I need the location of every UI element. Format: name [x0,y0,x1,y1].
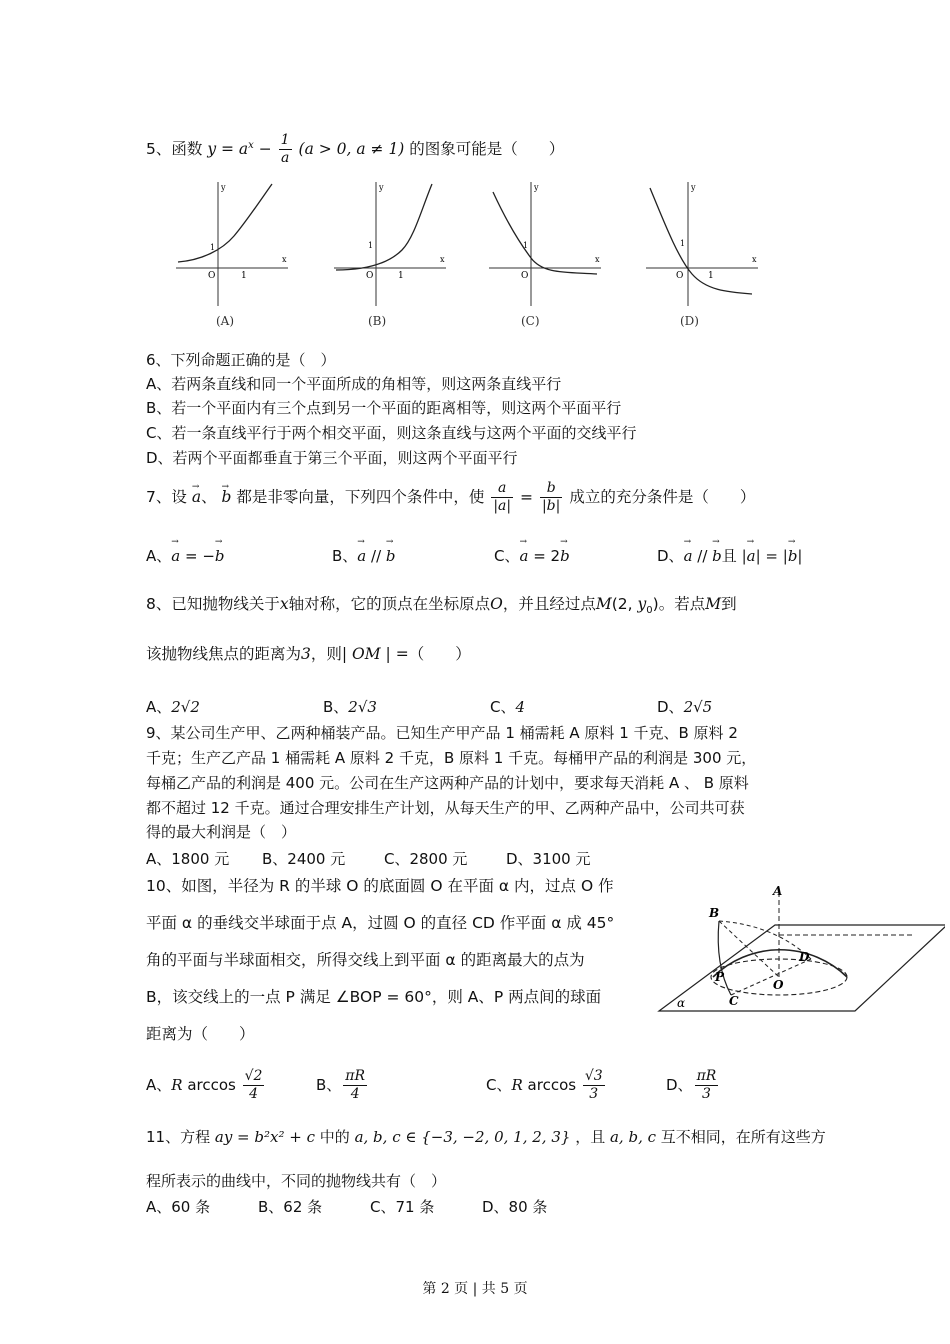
q11-stem-line1: 11、方程 ay = b²x² + c 中的 a, b, c ∈ {−3, −2, 0, 1, 2, 3} ，且 a, b, c 互不相同，在所有这些方 [146,1128,826,1146]
svg-text:O: O [521,271,529,281]
q6-option-d: D、若两个平面都垂直于第三个平面，则这两个平面平行 [146,449,518,467]
q5-fraction: $\frac{1}{a}$ [280,132,290,166]
svg-text:B: B [709,906,720,920]
q5-graph-d [642,178,762,308]
q11-option-a: A、60 条 [146,1198,211,1216]
svg-text:y: y [691,183,696,192]
svg-text:1: 1 [241,271,247,281]
svg-text:1: 1 [398,271,404,281]
q5-formula: $y = a^x$ − [207,139,272,158]
q5-graph-c [485,178,605,308]
q7-option-d: D、→ a // → b且 |→ a| = |→ b| [657,545,802,566]
q9-option-c: C、2800 元 [384,850,468,868]
q11-stem-line2: 程所表示的曲线中，不同的抛物线共有（ ） [146,1172,447,1190]
svg-text:1: 1 [210,243,216,252]
svg-text:1: 1 [680,239,686,248]
q10-line-3: 角的平面与半球面相交，所得交线上到平面 α 的距离最大的点为 [146,951,585,969]
q7-stem: 7、设 → a、 → b 都是非零向量，下列四个条件中，使 $\frac{a}{|a|}$ = $\frac{b}{|b|}$ 成立的充分条件是（ ） [146,480,755,515]
q9-option-b: B、2400 元 [262,850,346,868]
svg-text:O: O [773,978,784,992]
svg-text:y: y [221,183,226,192]
q9-line-5: 得的最大利润是（ ） [146,823,297,841]
q8-option-d: D、2√5 [657,698,713,716]
q5-stem: 5、函数 $y = a^x$ − $\frac{1}{a}$ (a > 0, a ≠ 1) 的图象可能是（ ） [146,132,565,166]
q10-option-c: C、R arccos $\frac{√3}{3}$ [486,1068,603,1102]
svg-text:O: O [208,271,216,281]
q10-option-a: A、R arccos $\frac{√2}{4}$ [146,1068,263,1102]
q5-graph-a [172,178,292,308]
page-footer: 第 2 页 | 共 5 页 [422,1281,528,1297]
svg-text:y: y [379,183,384,192]
svg-text:1: 1 [523,241,529,250]
q5-graph-label-b: (B) [368,314,387,328]
q10-line-5: 距离为（ ） [146,1025,255,1043]
svg-text:x: x [595,255,600,264]
svg-text:x: x [282,255,287,264]
svg-text:1: 1 [708,271,714,281]
q6-stem: 6、下列命题正确的是（ ） [146,351,336,369]
svg-text:P: P [715,970,725,984]
q6-option-c: C、若一条直线平行于两个相交平面，则这条直线与这两个平面的交线平行 [146,424,637,442]
q8-option-a: A、2√2 [146,698,200,716]
svg-text:O: O [676,271,684,281]
q9-line-1: 9、某公司生产甲、乙两种桶装产品。已知生产甲产品 1 桶需耗 A 原料 1 千克、B 原料 2 [146,724,738,742]
svg-text:O: O [366,271,374,281]
q5-graph-b [330,178,450,308]
q8-option-c: C、4 [490,698,526,716]
q11-option-c: C、71 条 [370,1198,435,1216]
svg-text:C: C [729,994,739,1008]
q10-line-2: 平面 α 的垂线交半球面于点 A，过圆 O 的直径 CD 作平面 α 成 45° [146,914,615,932]
q11-option-b: B、62 条 [258,1198,323,1216]
q6-option-b: B、若一个平面内有三个点到另一个平面的距离相等，则这两个平面平行 [146,399,622,417]
q7-option-b: B、→ a // → b [332,545,396,566]
svg-text:x: x [440,255,445,264]
svg-text:1: 1 [368,241,374,250]
q7-option-a: A、→ a = −→ b [146,545,225,566]
q5-graph-label-d: (D) [680,314,699,328]
q6-option-a: A、若两条直线和同一个平面所成的角相等，则这两条直线平行 [146,375,562,393]
q10-option-b: B、 $\frac{\pi R}{4}$ [316,1068,366,1102]
q5-graph-label-a: (A) [216,314,235,328]
q9-option-d: D、3100 元 [506,850,591,868]
q7-fraction-b: $\frac{b}{|b|}$ [541,480,561,514]
svg-text:y: y [534,183,539,192]
svg-text:α: α [677,996,686,1010]
q10-line-4: B，该交线上的一点 P 满足 ∠BOP = 60°，则 A、P 两点间的球面 [146,988,602,1006]
q11-option-d: D、80 条 [482,1198,548,1216]
q10-line-1: 10、如图，半径为 R 的半球 O 的底面圆 O 在平面 α 内，过点 O 作 [146,877,614,895]
q9-line-3: 每桶乙产品的利润是 400 元。公司在生产这两种产品的计划中，要求每天消耗 A 、 B 原料 [146,774,749,792]
q9-line-4: 都不超过 12 千克。通过合理安排生产计划，从每天生产的甲、乙两种产品中，公司共可获 [146,799,745,817]
q9-option-a: A、1800 元 [146,850,230,868]
q9-line-2: 千克；生产乙产品 1 桶需耗 A 原料 2 千克，B 原料 1 千克。每桶甲产品的利润是 300 元， [146,749,757,767]
svg-text:x: x [752,255,757,264]
q10-hemisphere-figure [655,885,945,1015]
q7-option-c: C、→ a = 2→ b [494,545,570,566]
svg-text:D: D [799,950,810,964]
q10-option-d: D、 $\frac{\pi R}{3}$ [666,1068,717,1102]
q8-option-b: B、2√3 [323,698,377,716]
q8-stem-line2: 该抛物线焦点的距离为3，则| OM | =（ ） [146,645,471,663]
q7-fraction-a: $\frac{a}{|a|}$ [493,480,512,514]
q5-graph-label-c: (C) [521,314,540,328]
q8-stem-line1: 8、已知抛物线关于x轴对称，它的顶点在坐标原点O，并且经过点M(2, $y_0$)。若点M到 [146,595,737,617]
svg-text:A: A [773,885,783,898]
